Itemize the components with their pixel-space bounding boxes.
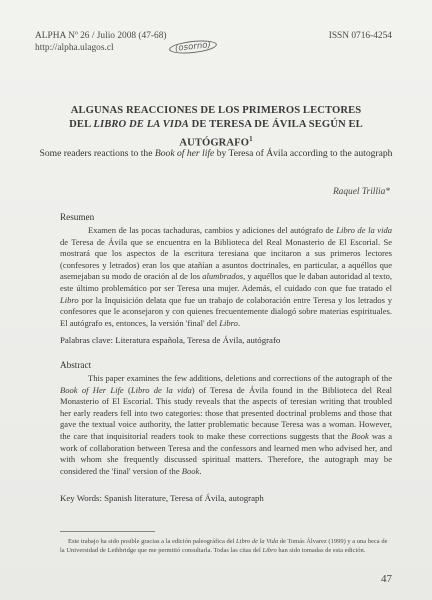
title-line-2: DEL LIBRO DE LA VIDA DE TERESA DE ÁVILA SEGÚN EL xyxy=(69,119,363,130)
abstract-heading: Abstract xyxy=(60,360,92,370)
journal-citation: ALPHA Nº 26 / Julio 2008 (47-68) xyxy=(35,31,167,41)
palabras-clave: Palabras clave: Literatura española, Teresa de Ávila, autógrafo xyxy=(60,335,281,345)
key-words: Key Words: Spanish literature, Teresa of Ávila, autograph xyxy=(60,493,264,503)
abstract-text: This paper examines the few additions, deletions and corrections of the autograph of the Book of Her Life (Libro de la vida) of Teresa de Ávila found in the Biblioteca del Real Monasterio of El Escorial. This study reveals that the aspects of teresian writing that troubled her early readers fell into two categories: those that presented doctrinal problems and those that gave the textual voice authority, the latter problematic because Teresa was a woman. However, the care that inquisitorial readers took to make these corrections suggests that the Book was a work of collaboration between Teresa and the confessors and learned men who advised her, and with whom she frequently discussed spiritual matters. Therefore, the autograph may be considered the 'final' version of the Book. xyxy=(60,373,393,476)
issn: ISSN 0716-4254 xyxy=(328,31,392,41)
footnote-divider xyxy=(60,531,155,532)
article-subtitle: Some readers reactions to the Book of her life by Teresa of Ávila according to the autograph xyxy=(39,148,393,159)
page-number: 47 xyxy=(381,573,392,585)
footnote-1: Este trabajo ha sido posible gracias a la edición paleográfica del Libro de la Vida de Tomás Álvarez (1999) y a una beca de la Universidad de Lethbridge que me permitió consultarla. Todas las citas del Libro han sido tomadas de esta edición. xyxy=(60,538,388,554)
title-line-3: AUTÓGRAFO$^1$ xyxy=(179,135,253,149)
handwritten-stamp: (osorno) xyxy=(169,39,218,56)
title-line-1: ALGUNAS REACCIONES DE LOS PRIMEROS LECTORES xyxy=(70,105,362,116)
journal-url[interactable]: http://alpha.ulagos.cl xyxy=(35,43,114,53)
resumen-text: Examen de las pocas tachaduras, cambios y adiciones del autógrafo de Libro de la vida de Teresa de Ávila que se encuentra en la Biblioteca del Real Monasterio de El Escorial. Se mostrará que los aspectos de la escritura teresiana que incitaron a sus primeros lectores (confesores y letrados) eran los que atañían a asuntos doctrinales, en particular, a aquéllos que asemejaban su modo de oración al de los alumbrados, y aquéllos que le daban autoridad al texto, este último problemático por ser Teresa una mujer. Además, el cuidado con que fue tratado el Libro por la Inquisición delata que fue un trabajo de colaboración entre Teresa y los letrados y confesores que le aconsejaron y con quienes frecuentemente dialogó sobre materias espirituales. El autógrafo es, entonces, la versión 'final' del Libro. xyxy=(60,225,392,328)
footnote-mark[interactable]: 1 xyxy=(249,135,253,143)
article-title xyxy=(22,104,410,151)
author-name: Raquel Trillia* xyxy=(332,187,390,197)
resumen-heading: Resumen xyxy=(60,212,95,222)
